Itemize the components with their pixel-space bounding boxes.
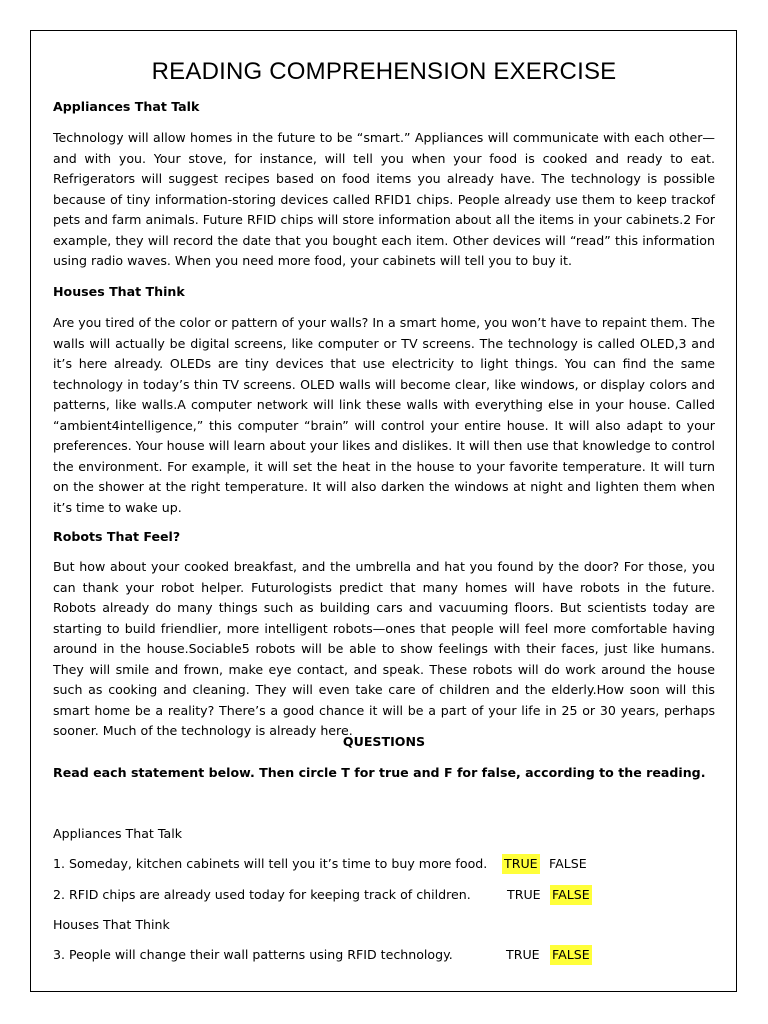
section-heading-robots: Robots That Feel? (53, 529, 181, 544)
page-title: READING COMPREHENSION EXERCISE (151, 58, 617, 85)
question-group-label-appliances: Appliances That Talk (53, 826, 182, 841)
questions-instructions: Read each statement below. Then circle T for true and F for false, according to the reading. (53, 765, 706, 780)
questions-heading: QUESTIONS (342, 734, 426, 749)
section-body-houses: Are you tired of the color or pattern of your walls? In a smart home, you won’t have to repaint them. The walls will actually be digital screens, like computer or TV screens. The technology is called OLED,3 and it’s here already. OLEDs are tiny devices that use electricity to light things. You can find the same technology in today’s thin TV screens. OLED walls will become clear, like windows, or display colors and patterns, like walls.A computer network will link these walls with everything else in your house. Called “ambient4intelligence,” this computer “brain” will control your entire house. It will also adapt to your preferences. Your house will learn about your likes and dislikes. It will then use that knowledge to control the environment. For example, it will set the heat in the house to your favorite temperature. It will turn on the shower at the right temperature. It will also darken the windows at night and lighten them when it’s time to wake up. (53, 315, 715, 515)
true-option[interactable]: TRUE (507, 887, 541, 902)
false-option[interactable]: FALSE (550, 885, 592, 905)
question-text: 3. People will change their wall patterns using RFID technology. (53, 947, 453, 962)
false-option[interactable]: FALSE (549, 856, 587, 871)
true-option[interactable]: TRUE (502, 854, 540, 874)
question-text: 1. Someday, kitchen cabinets will tell you it’s time to buy more food. (53, 856, 488, 871)
true-option[interactable]: TRUE (506, 947, 540, 962)
question-text: 2. RFID chips are already used today for keeping track of children. (53, 887, 471, 902)
section-heading-houses: Houses That Think (53, 284, 185, 299)
question-group-label-houses: Houses That Think (53, 917, 170, 932)
false-option[interactable]: FALSE (550, 945, 592, 965)
section-body-appliances: Technology will allow homes in the future to be “smart.” Appliances will communicate with each other—and with you. Your stove, for instance, will tell you when your food is cooked and ready to eat. Refrigerators will suggest recipes based on food items you already have. The technology is possible because of tiny information-storing devices called RFID1 chips. People already use them to keep trackof pets and farm animals. Future RFID chips will store information about all the items in your cabinets.2 For example, they will record the date that you bought each item. Other devices will “read” this information using radio waves. When you need more food, your cabinets will tell you to buy it. (53, 130, 715, 268)
section-body-robots: But how about your cooked breakfast, and the umbrella and hat you found by the door? For those, you can thank your robot helper. Futurologists predict that many homes will have robots in the future. Robots already do many things such as building cars and vacuuming floors. But scientists today are starting to build friendlier, more intelligent robots—ones that people will feel more comfortable having around in the house.Sociable5 robots will be able to show feelings with their faces, just like humans. They will smile and frown, make eye contact, and speak. These robots will do work around the house such as cooking and cleaning. They will even take care of children and the elderly.How soon will this smart home be a reality? There’s a good chance it will be a part of your life in 25 or 30 years, perhaps sooner. Much of the technology is already here. (53, 559, 715, 738)
section-heading-appliances: Appliances That Talk (53, 99, 200, 114)
